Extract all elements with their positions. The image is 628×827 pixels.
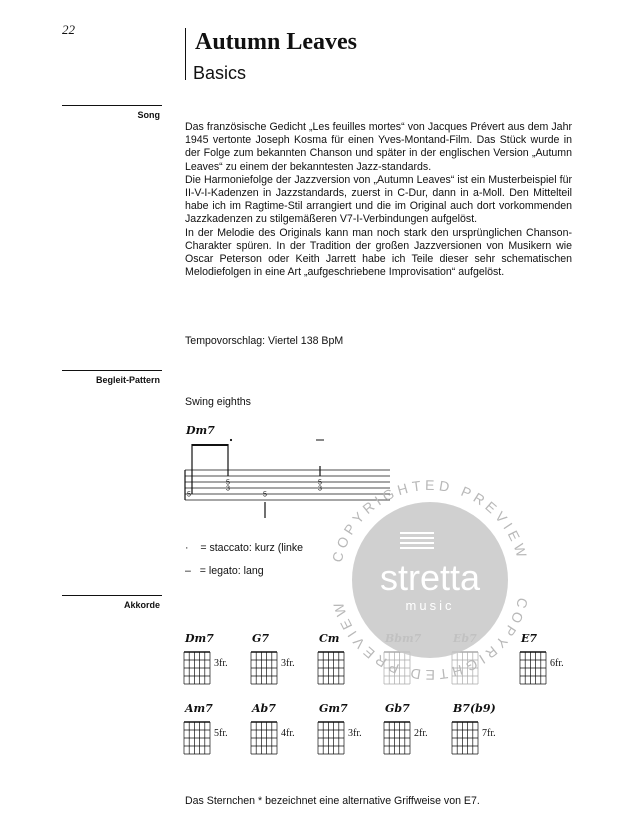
swing-feel: Swing eighths	[185, 396, 251, 408]
fret-label: 6fr.	[550, 658, 564, 669]
fret-label: 4fr.	[281, 728, 295, 739]
footer-note: Das Sternchen * bezeichnet eine alternative Griffweise von E7.	[185, 795, 480, 807]
section-label-chords: Akkorde	[123, 600, 160, 610]
chord-diagram	[314, 702, 384, 762]
watermark-seal	[320, 470, 540, 690]
tab-number: 5	[263, 491, 267, 499]
pattern-chord: Dm7	[186, 424, 215, 437]
section-label-song: Song	[137, 110, 160, 120]
chord-name: E7	[521, 632, 538, 645]
chord-row	[180, 702, 560, 762]
fretboard-icon	[182, 718, 212, 758]
chord-name: Am7	[185, 702, 213, 715]
page-title: Autumn Leaves	[195, 29, 358, 55]
fret-label: 5fr.	[214, 728, 228, 739]
tab-number: 5	[318, 479, 322, 487]
chord-name: Dm7	[185, 632, 214, 645]
chord-name: B7(b9)	[453, 702, 496, 715]
legend-legato	[185, 565, 264, 577]
song-paragraph-2: Die Harmoniefolge der Jazzversion von „Autumn Leaves“ ist ein Musterbeispiel für II-V-I-Kadenzen in Jazzstandards, zuerst in C-Dur, dann in a-Moll. Den Mittelteil habe ich im Ragtime-Stil arrangiert und die im Original auch dort vorkommenden Jazzkadenzen zu stilgemäßeren V7-I-Verbindungen aufgelöst.	[185, 173, 572, 226]
tab-number: 5	[187, 491, 191, 499]
song-text	[185, 121, 572, 279]
watermark-ring-bottom: COPYRIGHTED PREVIEW	[328, 596, 532, 684]
fret-label: 3fr.	[214, 658, 228, 669]
fretboard-icon	[382, 718, 412, 758]
fret-label: 7fr.	[482, 728, 496, 739]
staccato-symbol: ·	[185, 542, 189, 554]
watermark-sub: music	[405, 598, 455, 613]
fret-label: 2fr.	[414, 728, 428, 739]
section-rule-chords	[62, 595, 162, 596]
tab-number: 5	[226, 479, 230, 487]
watermark-ring-top: COPYRIGHTED PREVIEW	[328, 476, 532, 564]
chord-name: Ab7	[252, 702, 276, 715]
legato-text: = legato: lang	[199, 565, 264, 577]
legend-staccato	[185, 542, 303, 554]
tempo-suggestion: Tempovorschlag: Viertel 138 BpM	[185, 335, 344, 347]
page-number: 22	[62, 22, 75, 37]
tab-number: 3	[318, 485, 322, 493]
staccato-text: = staccato: kurz (linke	[200, 542, 304, 554]
fretboard-icon	[249, 648, 279, 688]
chord-name: Gb7	[385, 702, 410, 715]
section-rule-pattern	[62, 370, 162, 371]
legato-symbol: –	[185, 565, 191, 577]
title-rule	[185, 28, 186, 80]
chord-diagram	[247, 702, 317, 762]
watermark-brand: stretta	[379, 557, 481, 598]
fretboard-icon	[249, 718, 279, 758]
fretboard-icon	[316, 718, 346, 758]
chord-diagram	[180, 632, 250, 692]
chord-diagram	[247, 632, 317, 692]
fretboard-icon	[182, 648, 212, 688]
chord-name: Gm7	[319, 702, 348, 715]
section-label-pattern: Begleit-Pattern	[95, 375, 160, 385]
chord-diagram	[180, 702, 250, 762]
fretboard-icon	[450, 718, 480, 758]
chord-name: G7	[252, 632, 270, 645]
song-paragraph-3: In der Melodie des Originals kann man noch stark den ursprünglichen Chanson-Charakter spüren. In der Tradition der großen Jazzversionen von Musikern wie Oscar Peterson oder Keith Jarrett habe ich Teile dieser sehr schematischen Melodiefolgen in eine Art „aufgeschriebene Improvisation“ aufgelöst.	[185, 226, 572, 279]
fret-label: 3fr.	[281, 658, 295, 669]
section-rule-song	[62, 105, 162, 106]
song-paragraph-1: Das französische Gedicht „Les feuilles mortes“ von Jacques Prévert aus dem Jahr 1945 vertonte Joseph Kosma für einen Yves-Montand-Film. Das Stück wurde in der Folge zum bekannten Chanson und später in der englischen Version „Autumn Leaves“ zu einem der bekanntesten Jazz-standards.	[185, 121, 572, 173]
tab-number: 3	[226, 485, 230, 493]
fret-label: 3fr.	[348, 728, 362, 739]
chord-name: Cm	[319, 632, 340, 645]
chord-diagram	[448, 702, 518, 762]
chord-diagram	[380, 702, 450, 762]
page-subtitle: Basics	[193, 63, 247, 83]
